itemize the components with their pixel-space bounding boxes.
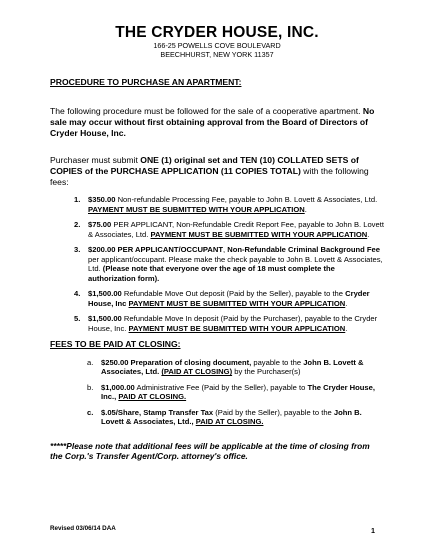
closing-fee-emphasis: PAID AT CLOSING. bbox=[195, 417, 264, 427]
fee-item-5 bbox=[74, 314, 384, 333]
fee-item-number: 1. bbox=[74, 195, 81, 205]
fee-item-number: 4. bbox=[74, 289, 81, 299]
fee-item-number: 5. bbox=[74, 314, 81, 324]
page-number: 1 bbox=[371, 526, 375, 535]
closing-fee-payee: John B. Lovett & Associates, Ltd., bbox=[101, 407, 362, 427]
fee-item-emphasis: PAYMENT MUST BE SUBMITTED WITH YOUR APPLICATION bbox=[88, 204, 305, 214]
fee-item-emphasis: PAYMENT MUST BE SUBMITTED WITH YOUR APPLICATION bbox=[150, 229, 368, 239]
closing-fee-list bbox=[50, 358, 384, 427]
purchaser-bold-text: ONE (1) original set and TEN (10) COLLATED SETS of COPIES of the PURCHASE APPLICATION (11 COPIES TOTAL) bbox=[50, 155, 359, 177]
fee-item-tail: . bbox=[304, 204, 307, 214]
closing-fee-c bbox=[87, 408, 384, 427]
intro-bold-text: No sale may occur without first obtaining approval from the Board of Directors of Cryder House, Inc. bbox=[50, 106, 375, 138]
fee-item-amount: $1,500.00 bbox=[88, 314, 122, 324]
closing-fee-text: payable to the bbox=[253, 357, 302, 367]
address-line-1: 166-25 POWELLS COVE BOULEVARD bbox=[153, 41, 281, 51]
fee-item-amount: $75.00 bbox=[88, 220, 112, 230]
fee-item-3 bbox=[74, 245, 384, 283]
closing-fee-letter: c. bbox=[87, 407, 94, 417]
fee-list bbox=[50, 195, 384, 333]
revision-footer: Revised 03/06/14 DAA bbox=[50, 525, 116, 532]
fee-item-payee: Cryder House, Inc bbox=[88, 289, 370, 308]
fee-item-4 bbox=[74, 289, 384, 308]
purchaser-text-1: Purchaser must submit bbox=[50, 155, 138, 166]
fee-item-number: 2. bbox=[74, 220, 81, 230]
closing-fee-payee: The Cryder House, Inc., bbox=[101, 382, 375, 402]
fee-item-text: Non-refundable Processing Fee, payable to John B. Lovett & Associates, Ltd. bbox=[117, 195, 378, 205]
closing-fee-tail: by the Purchaser(s) bbox=[234, 367, 301, 377]
intro-paragraph bbox=[50, 106, 384, 138]
closing-fee-lead: $.05/Share, Stamp Transfer Tax bbox=[101, 407, 214, 417]
document-title: THE CRYDER HOUSE, INC. bbox=[115, 24, 319, 41]
fee-item-text: PER APPLICANT, Non-Refundable Credit Report Fee, payable to John B. Lovett & Associates, Ltd. bbox=[88, 220, 384, 239]
fee-item-text: Refundable Move In deposit (Paid by the Purchaser), payable to the Cryder House, Inc. bbox=[88, 314, 378, 333]
closing-fee-letter: a. bbox=[87, 357, 94, 367]
closing-fee-letter: b. bbox=[87, 382, 94, 392]
fee-item-tail: . bbox=[367, 229, 370, 239]
fee-item-text: Refundable Move Out deposit (Paid by the Seller), payable to the bbox=[123, 289, 344, 299]
fee-item-2 bbox=[74, 220, 384, 239]
purchaser-paragraph bbox=[50, 155, 384, 187]
fee-item-emphasis: PAYMENT MUST BE SUBMITTED WITH YOUR APPLICATION bbox=[128, 298, 346, 308]
fee-item-amount: $350.00 bbox=[88, 195, 116, 205]
additional-fees-note: *****Please note that additional fees will be applicable at the time of closing from the Corp.'s Transfer Agent/Corp. attorney's office. bbox=[50, 440, 370, 462]
closing-fee-lead: $250.00 Preparation of closing document, bbox=[101, 357, 252, 367]
procedure-heading: PROCEDURE TO PURCHASE AN APARTMENT: bbox=[50, 76, 242, 87]
closing-fee-b bbox=[87, 383, 384, 402]
address-line-2: BEECHHURST, NEW YORK 11357 bbox=[160, 50, 274, 60]
fee-item-amount: $1,500.00 bbox=[88, 289, 122, 299]
closing-fee-a bbox=[87, 358, 384, 377]
fee-item-tail: . bbox=[345, 323, 348, 333]
closing-fee-text: (Paid by the Seller), payable to the bbox=[215, 407, 332, 417]
fee-item-emphasis: PAYMENT MUST BE SUBMITTED WITH YOUR APPLICATION bbox=[128, 323, 346, 333]
fee-item-1 bbox=[74, 195, 384, 214]
fee-item-note: (Please note that everyone over the age of 18 must complete the authorization form). bbox=[88, 264, 335, 283]
fee-item-tail: . bbox=[345, 298, 348, 308]
fee-item-number: 3. bbox=[74, 245, 81, 255]
purchaser-text-2: with the following fees: bbox=[50, 166, 369, 187]
closing-fee-text: Administrative Fee (Paid by the Seller), payable to bbox=[136, 382, 306, 392]
closing-fee-payee: John B. Lovett & Associates, Ltd. bbox=[101, 357, 364, 377]
fee-item-bold-text: Non-Refundable Criminal Background Fee bbox=[227, 245, 381, 255]
closing-fee-emphasis: PAID AT CLOSING. bbox=[118, 392, 187, 402]
fee-item-amount: $200.00 PER APPLICANT/OCCUPANT bbox=[88, 245, 224, 255]
intro-text: The following procedure must be followed for the sale of a cooperative apartment. bbox=[50, 106, 361, 117]
fee-item-separator: , bbox=[223, 245, 228, 255]
closing-fees-heading: FEES TO BE PAID AT CLOSING: bbox=[50, 339, 181, 350]
closing-fee-lead: $1,000.00 bbox=[101, 382, 135, 392]
closing-fee-emphasis: (PAID AT CLOSING) bbox=[161, 367, 233, 377]
fee-item-text: per applicant/occupant. Please make the check payable to John B. Lovett & Associates, Ltd. bbox=[88, 254, 383, 274]
